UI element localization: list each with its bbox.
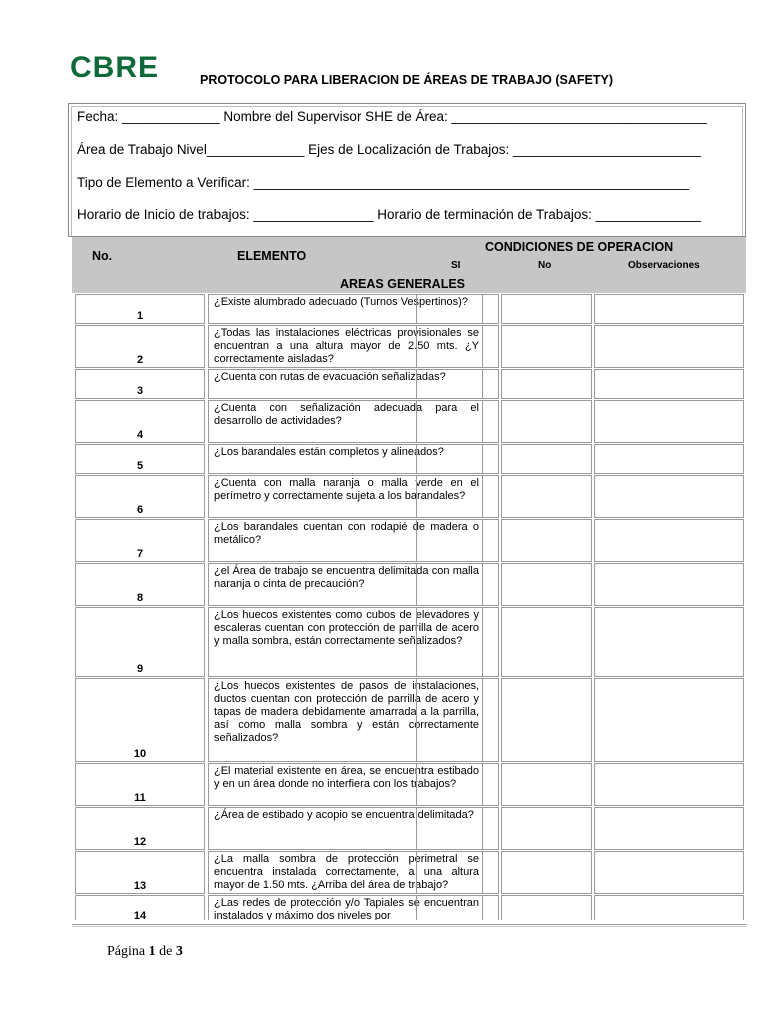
row-number: 9 [75, 607, 205, 677]
si-cell[interactable] [416, 325, 499, 368]
col-no-option-header: No [538, 260, 552, 271]
col-condiciones-header: CONDICIONES DE OPERACION [485, 240, 674, 254]
no-cell[interactable] [501, 369, 592, 399]
table-row [72, 606, 746, 677]
header-field-tipo: Tipo de Elemento a Verificar: __________________________________________________________ [77, 175, 690, 190]
observaciones-cell[interactable] [594, 475, 744, 518]
row-number: 3 [75, 369, 205, 399]
si-cell[interactable] [416, 607, 499, 677]
observaciones-cell[interactable] [594, 807, 744, 850]
row-question: ¿Existe alumbrado adecuado (Turnos Vespertinos)? [208, 294, 483, 324]
no-cell[interactable] [501, 763, 592, 806]
row-number: 4 [75, 400, 205, 443]
si-cell[interactable] [416, 895, 499, 920]
section-title: AREAS GENERALES [340, 277, 466, 291]
header-field-horario: Horario de Inicio de trabajos: ________________ Horario de terminación de Trabajos: ______________ [77, 207, 701, 222]
observaciones-cell[interactable] [594, 563, 744, 606]
no-cell[interactable] [501, 400, 592, 443]
no-cell[interactable] [501, 563, 592, 606]
si-cell[interactable] [416, 294, 499, 324]
table-row [72, 562, 746, 606]
no-cell[interactable] [501, 607, 592, 677]
no-cell[interactable] [501, 678, 592, 762]
row-question: ¿Los barandales cuentan con rodapié de madera o metálico? [208, 519, 483, 562]
pagina-label: Página [107, 944, 146, 959]
table-bottom-border-inner [72, 926, 746, 927]
observaciones-cell[interactable] [594, 325, 744, 368]
col-no-header: No. [92, 249, 113, 263]
row-number: 1 [75, 294, 205, 324]
row-question: ¿Cuenta con señalización adecuada para el desarrollo de actividades? [208, 400, 483, 443]
observaciones-cell[interactable] [594, 294, 744, 324]
table-row [72, 806, 746, 850]
si-cell[interactable] [416, 763, 499, 806]
row-number: 8 [75, 563, 205, 606]
page-total: 3 [175, 944, 183, 959]
table-row [72, 368, 746, 399]
row-question: ¿Los barandales están completos y alineados? [208, 444, 483, 474]
table-bottom-border [72, 924, 746, 925]
page-footer [107, 944, 183, 960]
document-title: PROTOCOLO PARA LIBERACION DE ÁREAS DE TRABAJO (SAFETY) [200, 73, 613, 87]
table-row [72, 293, 746, 324]
table-header [72, 237, 746, 293]
si-cell[interactable] [416, 444, 499, 474]
row-question: ¿Los huecos existentes de pasos de instalaciones, ductos cuentan con protección de parrilla de acero y tapas de madera debidamente amarrada a la parrilla, así como malla sombra y están correctamente señalizados? [208, 678, 483, 762]
no-cell[interactable] [501, 895, 592, 920]
table-row [72, 474, 746, 518]
row-question: ¿Todas las instalaciones eléctricas provisionales se encuentran a una altura mayor de 2.50 mts. ¿Y correctamente aisladas? [208, 325, 483, 368]
si-cell[interactable] [416, 475, 499, 518]
table-row [72, 762, 746, 806]
row-number: 7 [75, 519, 205, 562]
row-question: ¿Área de estibado y acopio se encuentra delimitada? [208, 807, 483, 850]
no-cell[interactable] [501, 325, 592, 368]
table-row [72, 443, 746, 474]
observaciones-cell[interactable] [594, 678, 744, 762]
row-question: ¿Las redes de protección y/o Tapiales se encuentran instalados y máximo dos niveles por [208, 895, 483, 920]
observaciones-cell[interactable] [594, 607, 744, 677]
table-row [72, 850, 746, 894]
header-field-fecha: Fecha: _____________ Nombre del Supervisor SHE de Área: __________________________________ [77, 109, 707, 124]
observaciones-cell[interactable] [594, 400, 744, 443]
si-cell[interactable] [416, 519, 499, 562]
table-row [72, 894, 746, 920]
observaciones-cell[interactable] [594, 519, 744, 562]
si-cell[interactable] [416, 851, 499, 894]
row-number: 14 [75, 895, 205, 920]
observaciones-cell[interactable] [594, 444, 744, 474]
observaciones-cell[interactable] [594, 895, 744, 920]
checklist-table-body [72, 293, 746, 920]
row-question: ¿Cuenta con rutas de evacuación señalizadas? [208, 369, 483, 399]
no-cell[interactable] [501, 519, 592, 562]
no-cell[interactable] [501, 294, 592, 324]
table-row [72, 677, 746, 762]
row-question: ¿La malla sombra de protección perimetral se encuentra instalada correctamente, a una altura mayor de 1.50 mts. ¿Arriba del área de trabajo? [208, 851, 483, 894]
row-number: 2 [75, 325, 205, 368]
row-number: 10 [75, 678, 205, 762]
page-number: 1 [148, 944, 156, 959]
row-question: ¿el Área de trabajo se encuentra delimitada con malla naranja o cinta de precaución? [208, 563, 483, 606]
observaciones-cell[interactable] [594, 851, 744, 894]
header-field-area: Área de Trabajo Nivel_____________ Ejes de Localización de Trabajos: _________________________ [77, 142, 701, 157]
cbre-logo: CBRE [70, 51, 160, 84]
si-cell[interactable] [416, 563, 499, 606]
observaciones-cell[interactable] [594, 369, 744, 399]
de-label: de [159, 944, 173, 959]
observaciones-cell[interactable] [594, 763, 744, 806]
si-cell[interactable] [416, 400, 499, 443]
col-si-header: SI [451, 260, 461, 271]
no-cell[interactable] [501, 444, 592, 474]
col-observaciones-header: Observaciones [628, 260, 700, 271]
table-row [72, 324, 746, 368]
row-number: 6 [75, 475, 205, 518]
col-elemento-header: ELEMENTO [237, 249, 307, 263]
row-number: 11 [75, 763, 205, 806]
row-question: ¿Los huecos existentes como cubos de elevadores y escaleras cuentan con protección de parrilla de acero y malla sombra, están correctamente señalizados? [208, 607, 483, 677]
no-cell[interactable] [501, 851, 592, 894]
no-cell[interactable] [501, 807, 592, 850]
row-number: 5 [75, 444, 205, 474]
no-cell[interactable] [501, 475, 592, 518]
si-cell[interactable] [416, 678, 499, 762]
row-question: ¿Cuenta con malla naranja o malla verde en el perímetro y correctamente sujeta a los barandales? [208, 475, 483, 518]
row-number: 12 [75, 807, 205, 850]
table-row [72, 399, 746, 443]
si-cell[interactable] [416, 807, 499, 850]
header-form-box [68, 103, 746, 237]
row-question: ¿El material existente en área, se encuentra estibado y en un área donde no interfiera con los trabajos? [208, 763, 483, 806]
table-row [72, 518, 746, 562]
si-cell[interactable] [416, 369, 499, 399]
row-number: 13 [75, 851, 205, 894]
